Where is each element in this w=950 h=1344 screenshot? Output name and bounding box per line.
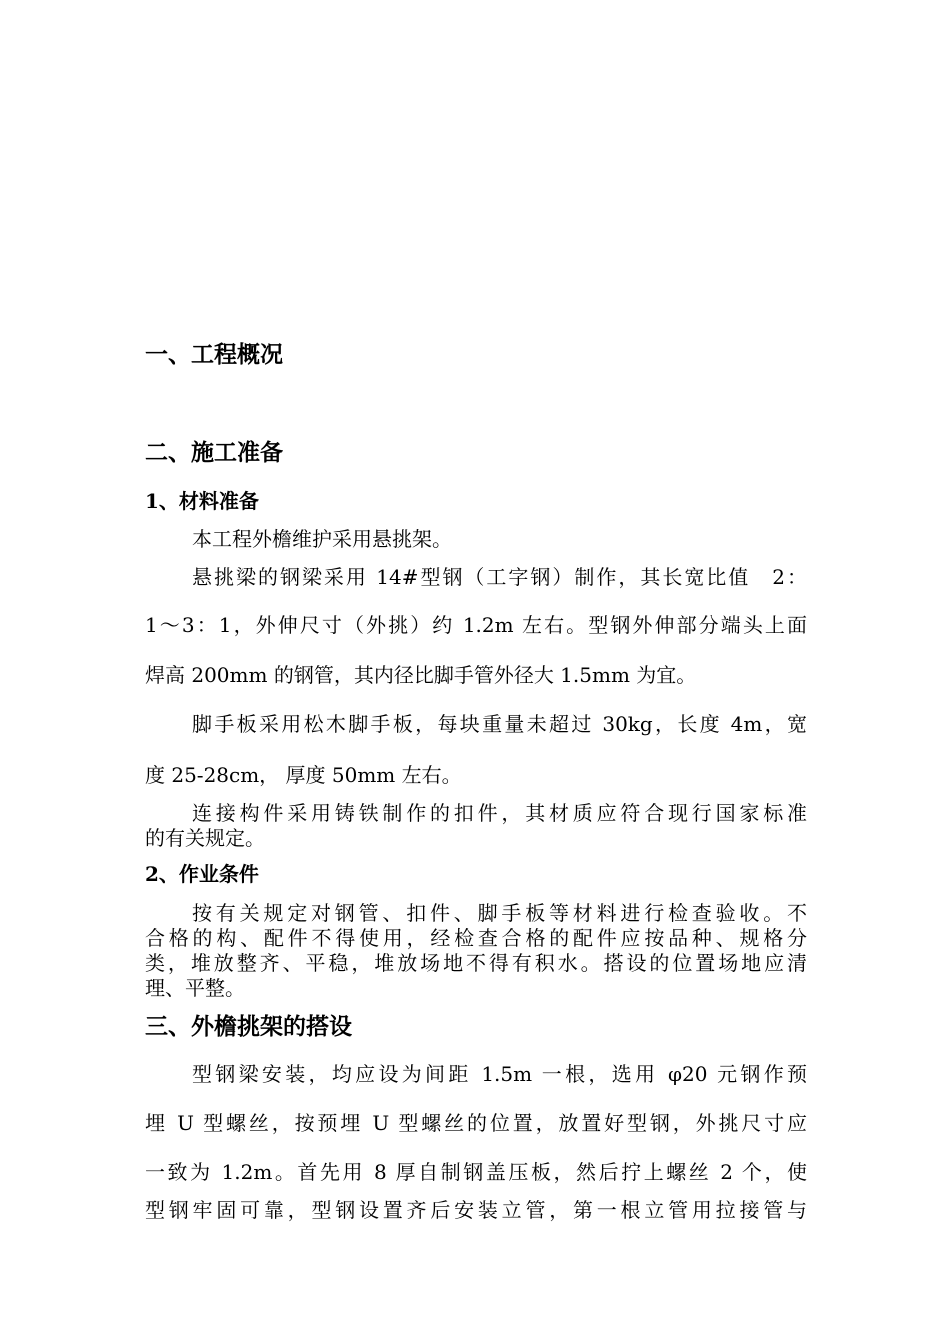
paragraph-line: 1～3：1，外伸尺寸（外挑）约 1.2m 左右。型钢外伸部分端头上面 [145, 613, 807, 637]
heading-construction-preparation: 二、施工准备 [145, 439, 283, 466]
paragraph-line: 类，堆放整齐、平稳，堆放场地不得有积水。搭设的位置场地应清 [145, 951, 807, 975]
paragraph-line: 度 25-28cm， 厚度 50mm 左右。 [145, 763, 462, 787]
paragraph-line: 本工程外檐维护采用悬挑架。 [192, 527, 452, 551]
paragraph-line: 一致为 1.2m。首先用 8 厚自制钢盖压板，然后拧上螺丝 2 个，使 [145, 1160, 807, 1184]
heading-eaves-scaffold-erection: 三、外檐挑架的搭设 [145, 1013, 352, 1040]
paragraph-line: 型钢牢固可靠，型钢设置齐后安装立管，第一根立管用拉接管与 [145, 1198, 807, 1222]
paragraph-line: 脚手板采用松木脚手板，每块重量未超过 30kg，长度 4m，宽 [192, 712, 807, 736]
paragraph-line: 悬挑梁的钢梁采用 14#型钢（工字钢）制作，其长宽比值 2： [192, 565, 807, 589]
paragraph-line: 焊高 200mm 的钢管，其内径比脚手管外径大 1.5mm 为宜。 [145, 663, 697, 687]
heading-project-overview: 一、工程概况 [145, 341, 283, 368]
paragraph-line: 型钢梁安装，均应设为间距 1.5m 一根，选用 φ20 元钢作预 [192, 1062, 807, 1086]
subheading-work-conditions: 2、作业条件 [145, 862, 259, 886]
paragraph-line: 埋 U 型螺丝，按预埋 U 型螺丝的位置，放置好型钢，外挑尺寸应 [145, 1111, 807, 1135]
subheading-material-preparation: 1、材料准备 [145, 489, 259, 513]
paragraph-line: 合格的构、配件不得使用，经检查合格的配件应按品种、规格分 [145, 926, 807, 950]
paragraph-line: 按有关规定对钢管、扣件、脚手板等材料进行检查验收。不 [192, 901, 807, 925]
paragraph-line: 理、平整。 [145, 976, 245, 1000]
paragraph-line: 的有关规定。 [145, 826, 265, 850]
paragraph-line: 连接构件采用铸铁制作的扣件，其材质应符合现行国家标准 [192, 801, 807, 825]
